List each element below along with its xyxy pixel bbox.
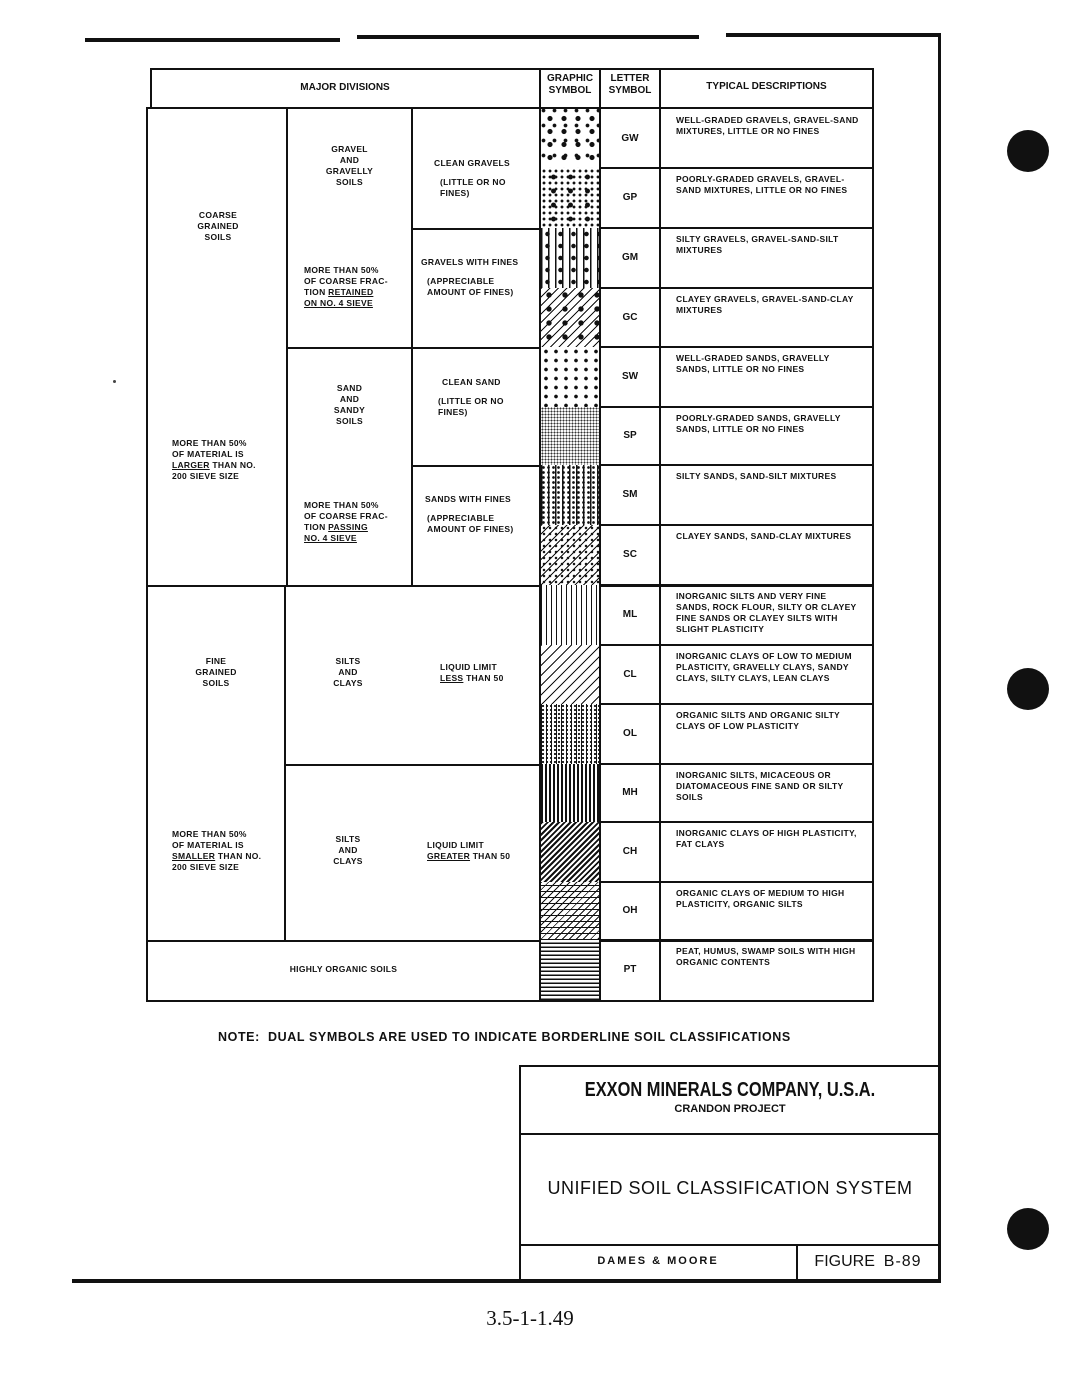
figure-label: FIGURE B-89 [814,1253,922,1270]
major-divisions-header: MAJOR DIVISIONS [300,82,390,93]
title-block-divider-2 [520,1244,940,1246]
description-mh: INORGANIC SILTS, MICACEOUS OR DIATOMACEOUS FINE SAND OR SILTY SOILS [676,770,844,802]
clean-sand-label: CLEAN SAND (LITTLE OR NO FINES) [438,377,504,417]
graphic-symbol-sw [541,347,599,407]
description-sm: SILTY SANDS, SAND-SILT MIXTURES [676,471,837,481]
letter-symbol-sm: SM [622,489,638,500]
fine-grained-label: FINE GRAINED SOILS [195,656,237,688]
page-number: 3.5-1-1.49 [486,1306,574,1330]
letter-symbol-gc: GC [622,311,638,323]
description-ml: INORGANIC SILTS AND VERY FINE SANDS, ROCK FLOUR, SILTY OR CLAYEY FINE SANDS OR CLAYEY SILTS WITH SLIGHT PLASTICITY [676,591,857,634]
fine-divider [284,585,286,941]
description-oh: ORGANIC CLAYS OF MEDIUM TO HIGH PLASTICITY, ORGANIC SILTS [676,888,845,909]
graphic-symbol-sm [541,465,599,525]
description-sc: CLAYEY SANDS, SAND-CLAY MIXTURES [676,531,852,541]
description-gc: CLAYEY GRAVELS, GRAVEL-SAND-CLAY MIXTURES [676,294,854,315]
graphic-symbol-ml [541,585,599,645]
sand-label: SAND AND SANDY SOILS [333,383,366,426]
title-block-top-line [520,1065,940,1067]
title-block-divider-1 [520,1133,940,1135]
letter-symbol-sc: SC [623,549,637,560]
typical-descriptions-header: TYPICAL DESCRIPTIONS [706,81,827,92]
company-name: EXXON MINERALS COMPANY, U.S.A. [584,1079,876,1101]
fraction-divider [411,107,413,585]
silts-clays-high-label: SILTS AND CLAYS [333,834,363,866]
sand-divider-line [286,347,540,349]
graphic-symbol-gm [541,228,599,288]
graphic-symbol-gw [541,109,599,168]
clean-gravels-label: CLEAN GRAVELS (LITTLE OR NO FINES) [434,158,510,198]
coarse-grained-label: COARSE GRAINED SOILS [197,210,239,242]
project-name: CRANDON PROJECT [674,1103,786,1115]
gravel-note: MORE THAN 50% OF COARSE FRAC- TION RETAINED ON NO. 4 SIEVE [304,265,388,308]
letter-symbol-oh: OH [622,905,638,916]
liquid-limit-low-label: LIQUID LIMIT LESS THAN 50 [440,662,504,683]
description-gp: POORLY-GRADED GRAVELS, GRAVEL-SAND MIXTURES, LITTLE OR NO FINES [676,174,848,195]
gravel-fines-line [411,228,540,230]
coarse-grained-note: MORE THAN 50% OF MATERIAL IS LARGER THAN NO. 200 SIEVE SIZE [172,438,256,481]
gravels-with-fines-label: GRAVELS WITH FINES (APPRECIABLE AMOUNT OF FINES) [421,257,519,297]
description-cl: INORGANIC CLAYS OF LOW TO MEDIUM PLASTICITY, GRAVELLY CLAYS, SANDY CLAYS, SILTY CLAYS, LEAN CLAYS [676,651,852,683]
letter-symbol-mh: MH [622,787,638,798]
graphic-column-right-line [599,68,601,1002]
fine-grained-note: MORE THAN 50% OF MATERIAL IS SMALLER THAN NO. 200 SIEVE SIZE [172,829,262,872]
graphic-symbol-gc [541,288,599,347]
highly-organic-label: HIGHLY ORGANIC SOILS [289,964,398,974]
gravel-label: GRAVEL AND GRAVELLY SOILS [325,144,374,187]
sands-with-fines-label: SANDS WITH FINES (APPRECIABLE AMOUNT OF FINES) [425,494,514,534]
graphic-symbol-ch [541,822,599,882]
firm-name: DAMES & MOORE [597,1255,719,1267]
letter-symbol-pt: PT [623,964,637,975]
sand-fines-line [411,465,540,467]
letter-symbol-sp: SP [623,430,637,441]
description-sp: POORLY-GRADED SANDS, GRAVELLY SANDS, LITTLE OR NO FINES [676,413,841,434]
letter-column-right-line [659,68,661,1002]
silts-clays-low-label: SILTS AND CLAYS [333,656,363,688]
description-gw: WELL-GRADED GRAVELS, GRAVEL-SAND MIXTURES, LITTLE OR NO FINES [676,115,859,136]
description-ch: INORGANIC CLAYS OF HIGH PLASTICITY, FAT CLAYS [676,828,857,849]
letter-symbol-ch: CH [622,846,638,857]
graphic-symbol-pt [541,940,599,1000]
description-sw: WELL-GRADED SANDS, GRAVELLY SANDS, LITTLE OR NO FINES [676,353,830,374]
letter-symbol-gp: GP [622,192,638,203]
description-ol: ORGANIC SILTS AND ORGANIC SILTY CLAYS OF LOW PLASTICITY [676,710,840,731]
liquid-limit-high-label: LIQUID LIMIT GREATER THAN 50 [427,840,511,861]
graphic-symbol-gp [541,168,599,228]
bottom-rule [72,1279,941,1283]
letter-symbol-sw: SW [621,371,639,382]
graphic-symbol-sc [541,525,599,585]
graphic-symbol-header: GRAPHIC SYMBOL [546,73,594,96]
letter-symbol-header: LETTER SYMBOL [608,73,652,96]
graphic-symbol-ol [541,704,599,764]
letter-symbol-ol: OL [623,728,637,739]
letter-symbol-cl: CL [623,668,637,680]
low-high-line [284,764,540,766]
borderline-note: NOTE: DUAL SYMBOLS ARE USED TO INDICATE BORDERLINE SOIL CLASSIFICATIONS [218,1030,791,1044]
letter-symbol-gm: GM [621,252,639,263]
title-block-left-line [519,1065,521,1279]
description-gm: SILTY GRAVELS, GRAVEL-SAND-SILT MIXTURES [676,234,839,255]
graphic-symbol-oh [541,882,599,940]
description-pt: PEAT, HUMUS, SWAMP SOILS WITH HIGH ORGANIC CONTENTS [676,946,856,967]
graphic-symbol-sp [541,407,599,465]
letter-symbol-gw: GW [621,132,639,144]
graphic-symbol-mh [541,764,599,822]
figure-title: UNIFIED SOIL CLASSIFICATION SYSTEM [547,1178,913,1198]
binder-hole-bottom [1007,1208,1049,1250]
graphic-symbol-cl [541,645,599,704]
letter-symbol-ml: ML [622,609,638,620]
sand-note: MORE THAN 50% OF COARSE FRAC- TION PASSING NO. 4 SIEVE [304,500,388,543]
